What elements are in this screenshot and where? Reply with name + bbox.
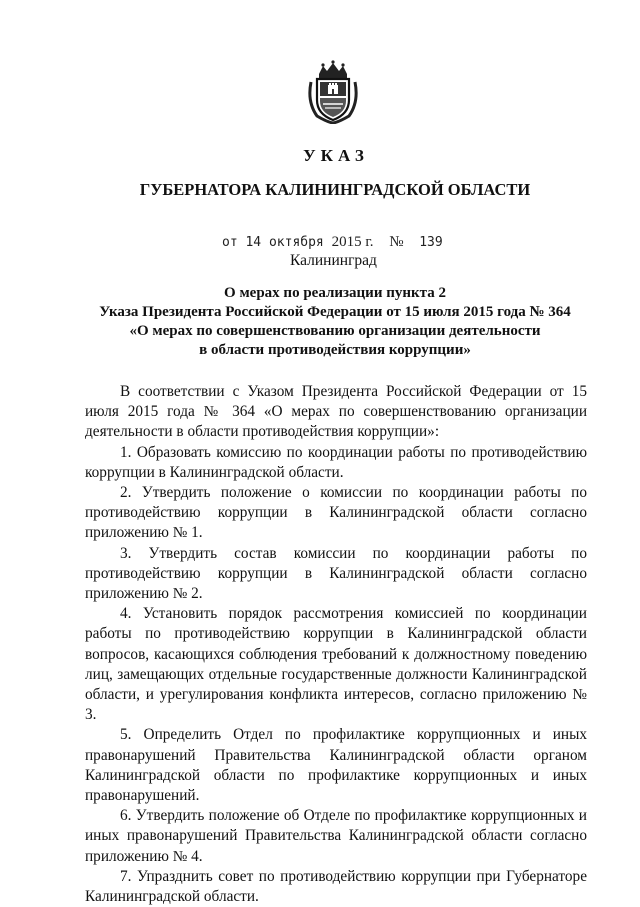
- subject-line: в области противодействия коррупции»: [199, 342, 471, 358]
- item-paragraph: 4. Установить порядок рассмотрения комиссией по координации работы по противодействию коррупции в Калининградской области вопросов, касающихся соблюдения требований к должностному поведению лиц, замещающих отдельные государственные должности Калининградской области, и урегулирования конфликта интересов, согласно приложению № 3.: [85, 605, 587, 724]
- date-prefix: от: [222, 235, 238, 250]
- item-paragraph: 3. Утвердить состав комиссии по координации работы по противодействию коррупции в Калининградской области согласно приложению № 2.: [85, 544, 587, 603]
- item-paragraph: 6. Утвердить положение об Отделе по профилактике коррупционных и иных правонарушений Правительства Калининградской области согласно приложению № 4.: [85, 807, 587, 865]
- item-paragraph: 5. Определить Отдел по профилактике коррупционных и иных правонарушений Правительства Калининградской области органом Калининградской области по профилактике коррупционных и иных правонарушений.: [85, 726, 587, 805]
- number-sign: №: [389, 234, 404, 250]
- subject-line: «О мерах по совершенствованию организации деятельности: [129, 323, 541, 339]
- coat-of-arms-icon: [305, 60, 361, 124]
- item-paragraph: 2. Утвердить положение о комиссии по координации работы по противодействию коррупции в Калининградской области согласно приложению № 1.: [85, 484, 587, 542]
- date-month: октября: [268, 235, 324, 250]
- document-body: [85, 382, 587, 907]
- date-year: 2015 г.: [331, 234, 374, 250]
- date-number-line: [222, 234, 443, 251]
- issuer-title: ГУБЕРНАТОРА КАЛИНИНГРАДСКОЙ ОБЛАСТИ: [139, 180, 531, 199]
- document-subject: [60, 284, 580, 360]
- item-paragraph: 7. Упразднить совет по противодействию коррупции при Губернаторе Калининградской области.: [85, 867, 587, 906]
- subject-line: Указа Президента Российской Федерации от 15 июля 2015 года № 364: [99, 304, 571, 320]
- city: Калининград: [290, 252, 377, 269]
- date-day: 14: [245, 235, 262, 250]
- item-paragraph: 1. Образовать комиссию по координации работы по противодействию коррупции в Калининградской области.: [85, 443, 587, 481]
- document-number: 139: [419, 235, 443, 250]
- subject-line: О мерах по реализации пункта 2: [224, 285, 446, 301]
- document-type: УКАЗ: [303, 146, 369, 165]
- preamble-paragraph: В соответствии с Указом Президента Российской Федерации от 15 июля 2015 года № 364 «О мерах по совершенствованию организации деятельности в области противодействия коррупции»:: [85, 383, 587, 441]
